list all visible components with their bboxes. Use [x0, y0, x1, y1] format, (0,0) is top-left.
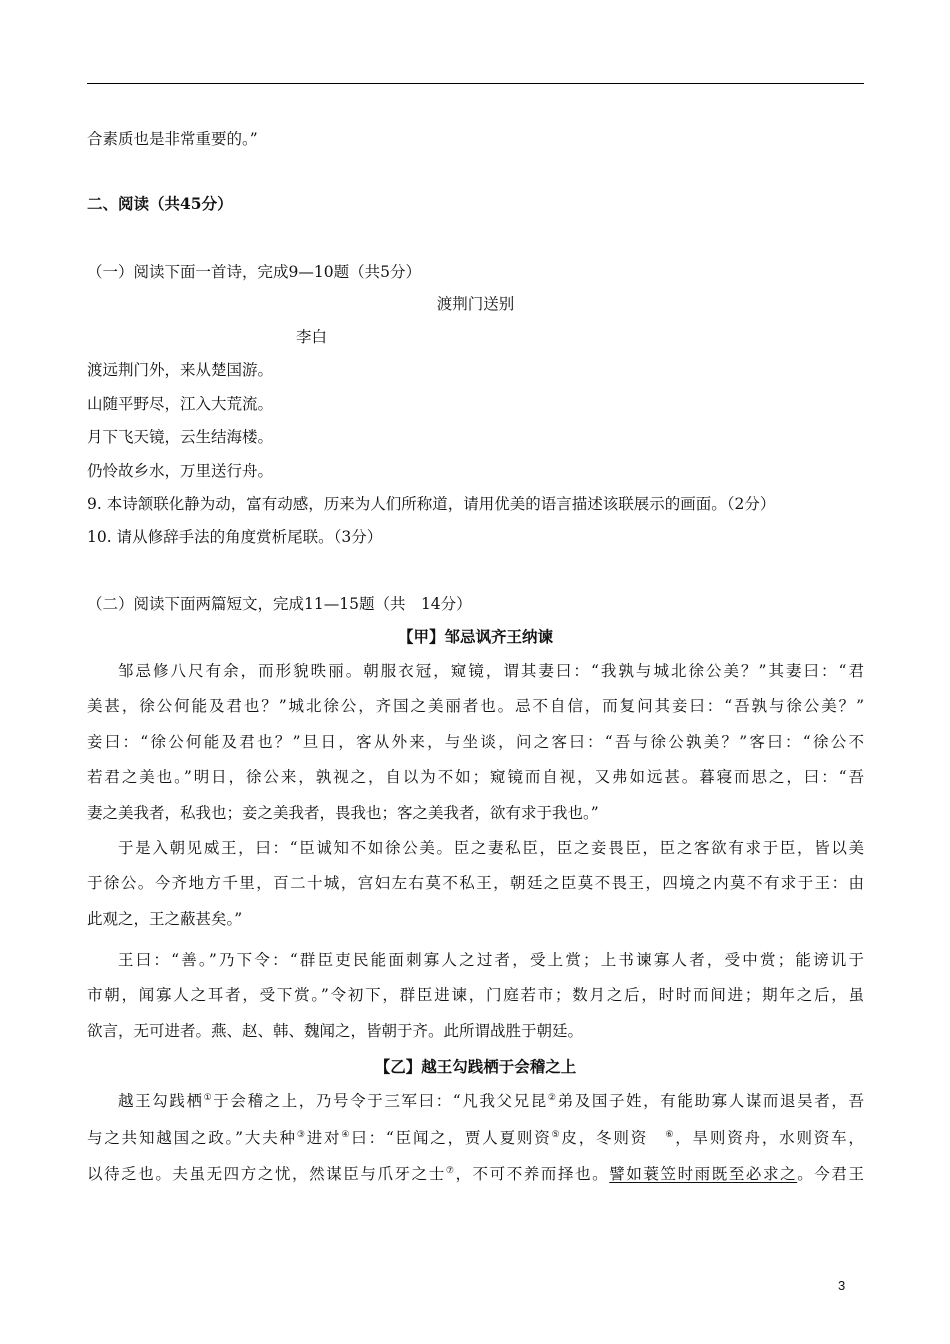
footnote-5: ⑤ — [551, 1130, 562, 1140]
jia-line-5: 妻之美我者，私我也；妾之美我者，畏我也；客之美我者，欲有求于我也。” — [87, 804, 599, 822]
footnote-6: ⑥ — [665, 1130, 676, 1140]
jia-line-4: 若君之美也。”明日，徐公来，孰视之，自以为不如；窥镜而自视，又弗如远甚。暮寝而思之，曰：“吾 — [87, 768, 864, 786]
poem-line-1: 渡远荆门外，来从楚国游。 — [87, 361, 274, 379]
footnote-3: ③ — [296, 1130, 307, 1140]
underlined-sentence: 譬如蓑笠时雨既至必求之 — [609, 1165, 798, 1183]
yi-title: 【乙】越王勾践栖于会稽之上 — [374, 1057, 577, 1076]
jia-line-8: 此观之，王之蔽甚矣。” — [87, 910, 243, 928]
question-10: 10. 请从修辞手法的角度赏析尾联。（3分） — [87, 528, 383, 546]
yi-line-2: 与之共知越国之政。”大夫种③进对④曰：“臣闻之，贾人夏则资⑤皮，冬则资 ⑥，旱则资舟，水则资车， — [87, 1129, 864, 1147]
footnote-1: ① — [203, 1093, 214, 1103]
footnote-4: ④ — [341, 1130, 352, 1140]
part1-instruction: （一）阅读下面一首诗，完成9—10题（共5分） — [87, 263, 421, 281]
yi-line-1: 越王勾践栖①于会稽之上，乃号令于三军曰：“凡我父兄昆②弟及国子姓，有能助寡人谋而退吴者，吾 — [118, 1092, 864, 1110]
poem-title: 渡荆门送别 — [436, 295, 515, 313]
question-9: 9. 本诗颔联化静为动，富有动感，历来为人们所称道，请用优美的语言描述该联展示的画面。（2分） — [87, 495, 776, 513]
jia-title: 【甲】邹忌讽齐王纳谏 — [397, 627, 553, 646]
poem-line-4: 仍怜故乡水，万里送行舟。 — [87, 462, 274, 480]
header-rule — [87, 83, 864, 84]
footnote-7: ⑦ — [445, 1166, 456, 1176]
jia-line-2: 美甚，徐公何能及君也？”城北徐公，齐国之美丽者也。忌不自信，而复问其妾曰：“吾孰与徐公美？” — [87, 697, 864, 715]
part2-instruction: （二）阅读下面两篇短文，完成11—15题（共 14分） — [87, 595, 472, 613]
section2-heading: 二、阅读（共45分） — [87, 194, 233, 213]
poem-author: 李白 — [296, 328, 328, 346]
jia-line-1: 邹忌修八尺有余，而形貌昳丽。朝服衣冠，窥镜，谓其妻曰：“我孰与城北徐公美？”其妻曰：“君 — [118, 662, 864, 680]
page-number: 3 — [838, 1278, 846, 1293]
jia-line-9: 王曰：“善。”乃下令：“群臣吏民能面刺寡人之过者，受上赏；上书谏寡人者，受中赏；能谤讥于 — [118, 951, 864, 969]
jia-line-6: 于是入朝见威王，曰：“臣诚知不如徐公美。臣之妻私臣，臣之妾畏臣，臣之客欲有求于臣，皆以美 — [118, 839, 864, 857]
jia-line-3: 妾曰：“徐公何能及君也？”旦日，客从外来，与坐谈，问之客曰：“吾与徐公孰美？”客曰：“徐公不 — [87, 733, 864, 751]
prev-continuation: 合素质也是非常重要的。” — [87, 130, 258, 148]
poem-line-3: 月下飞天镜，云生结海楼。 — [87, 428, 274, 446]
jia-line-11: 欲言，无可进者。燕、赵、韩、魏闻之，皆朝于齐。此所谓战胜于朝廷。 — [87, 1022, 584, 1040]
jia-line-10: 市朝，闻寡人之耳者，受下赏。”令初下，群臣进谏，门庭若市；数月之后，时时而间进；期年之后，虽 — [87, 986, 864, 1004]
footnote-2: ② — [547, 1093, 558, 1103]
yi-line-3: 以待乏也。夫虽无四方之忧，然谋臣与爪牙之士⑦，不可不养而择也。譬如蓑笠时雨既至必求之。今君王 — [87, 1165, 864, 1183]
jia-line-7: 于徐公。今齐地方千里，百二十城，宫妇左右莫不私王，朝廷之臣莫不畏王，四境之内莫不有求于王：由 — [87, 874, 864, 892]
poem-line-2: 山随平野尽，江入大荒流。 — [87, 395, 274, 413]
